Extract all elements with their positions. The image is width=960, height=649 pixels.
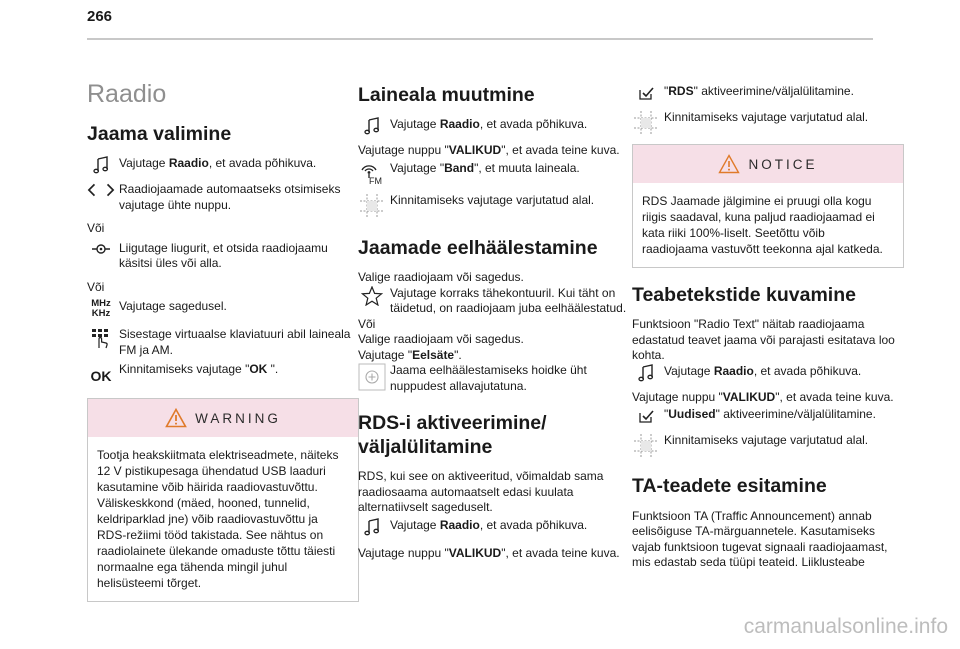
prev-next-arrows-icon — [87, 182, 115, 198]
step-band: FM Vajutage "Band", et muuta laineala. — [358, 161, 630, 185]
shaded-area-grid-icon — [632, 433, 660, 459]
warning-label: WARNING — [195, 410, 281, 426]
warning-header — [88, 399, 358, 437]
warning-body: Tootja heakskiitmata elektriseadmete, näiteks 12 V pistikupesaga ühendatud USB laaduri kasutamine võib häirida raadiovastuvõttu. Väliskeskkond (mäed, hooned, tunnelid, keldriparklad jne) võib raadiovastuvõttu ja RDS-režiimi tööd takistada. See nähtus on raadiolainete ülekande omaduste tõttu täiesti normaalne ega tähenda mingil juhul helisüsteemi tõrget. — [97, 448, 339, 591]
notice-label: NOTICE — [748, 156, 818, 172]
top-divider — [87, 38, 873, 40]
or-text: Või — [87, 279, 105, 294]
star-outline-icon — [358, 286, 386, 306]
column-3: "RDS" aktiveerimine/väljalülitamine. Kinnitamiseks vajutage varjutatud alal. NOTICE RDS Jaamade jälgimine ei pruugi olla kogu riigis saadaval, kuna paljud raadiojaamad ei kata riiki 100%-liselt. Seetõttu võib raadiojaama vastuvõtt teekonna ajal katkeda. Teabetekstide kuvamine Funktsioon "Radio Text" näitab raadiojaama edastatud teavet jaama või parajasti esitatava loo kohta. Vajutage Raadio, et avada põhikuva. Vajutage nuppu "VALIKUD", et avada teine kuva. "Uudised" aktiveerimine/väljalülitamine. Kinnitamiseks vajutage varjutatud alal. TA-teadete esitamine Funktsioon TA (Traffic Announcement) annab eelisõiguse TA-märguannetele. Kasutamiseks vajab funktsioon tugevat signaali raadiojaamast, mis edastab seda tüüpi teateid. Liiklusteabe — [632, 84, 904, 571]
heading-ta: TA-teadete esitamine — [632, 475, 827, 498]
step-open-radio: Vajutage Raadio, et avada põhikuva. — [632, 364, 904, 382]
step-keyboard: Sisestage virtuaalse klaviatuuri abil laineala FM ja AM. — [87, 327, 359, 358]
mhz-khz-icon: MHz KHz — [91, 298, 111, 320]
warning-triangle-icon — [165, 408, 187, 428]
heading-radio-text: Teabetekstide kuvamine — [632, 284, 856, 306]
shaded-area-grid-icon — [358, 193, 386, 219]
step-star: Vajutage korraks tähekontuuril. Kui täht on täidetud, on raadiojaam juba eelhäälestatud. — [358, 286, 630, 317]
step-auto-search: Raadiojaamade automaatseks otsimiseks vajutage ühte nuppu. — [87, 182, 359, 213]
step-hold: Jaama eelhäälestamiseks hoidke üht nuppudest allavajutatuna. — [358, 363, 630, 394]
step-rds-toggle: "RDS" aktiveerimine/väljalülitamine. — [632, 84, 904, 102]
heading-rds: RDS-i aktiveerimine/ väljalülitamine — [358, 412, 547, 458]
music-note-icon — [87, 156, 115, 174]
step-confirm-ok: OK Kinnitamiseks vajutage "OK ". — [87, 362, 359, 384]
step-confirm-shaded: Kinnitamiseks vajutage varjutatud alal. — [358, 193, 630, 219]
step-confirm-shaded: Kinnitamiseks vajutage varjutatud alal. — [632, 110, 904, 136]
notice-header — [633, 145, 903, 183]
step-uudised-toggle: "Uudised" aktiveerimine/väljalülitamine. — [632, 407, 904, 425]
watermark: carmanualsonline.info — [743, 615, 948, 638]
ta-body: Funktsioon TA (Traffic Announcement) annab eelisõiguse TA-märguannetele. Kasutamiseks vajab funktsioon tugevat signaali raadiojaamast, mis edastab seda tüüpi teateid. Liiklusteabe — [632, 508, 888, 570]
column-2: Laineala muutmine Vajutage Raadio, et avada põhikuva. Vajutage nuppu "VALIKUD", et avada teine kuva. FM Vajutage "Band", et muuta laineala. Kinnitamiseks vajutage varjutatud alal. Jaamade eelhäälestamine Valige raadiojaam või sagedus. Vajutage korraks tähekontuuril. Kui täht on täidetud, on raadiojaam juba eelhäälestatud. Või Valige raadiojaam või sagedus. Vajutage "Eelsäte". Jaama eelhäälestamiseks hoidke üht nuppudest allavajutatuna. RDS-i aktiveerimine/ väljalülitamine RDS, kui see on aktiveeritud, võimaldab sama raadiosaama automaatselt edasi kuulata alternatiivselt sageduselt. Vajutage Raadio, et avada põhikuva. Vajutage nuppu "VALIKUD", et avada teine kuva. — [358, 78, 630, 561]
page-number: 266 — [87, 8, 113, 25]
notice-box — [632, 144, 904, 268]
step-open-radio: Vajutage Raadio, et avada põhikuva. — [358, 518, 630, 536]
music-note-icon — [358, 518, 386, 536]
checkbox-icon — [632, 84, 660, 102]
heading-band-change: Laineala muutmine — [358, 84, 535, 106]
checkbox-icon — [632, 407, 660, 425]
step-open-radio: Vajutage Raadio, et avada põhikuva. — [87, 156, 359, 174]
ok-icon: OK — [90, 368, 112, 385]
notice-body: RDS Jaamade jälgimine ei pruugi olla kogu riigis saadaval, kuna paljud raadiojaamad ei kata riiki 100%-liselt. Seetõttu võib raadiojaama vastuvõtt teekonna ajal katkeda. — [642, 194, 883, 256]
step-open-radio: Vajutage Raadio, et avada põhikuva. — [358, 117, 630, 135]
warning-box — [87, 398, 359, 602]
notice-triangle-icon — [718, 154, 740, 174]
section-title: Raadio — [87, 80, 167, 108]
music-note-icon — [632, 364, 660, 382]
fm-radio-icon — [358, 161, 386, 185]
shaded-area-grid-icon — [632, 110, 660, 136]
column-1 — [87, 78, 359, 602]
or-text: Või — [87, 221, 105, 236]
music-note-icon — [358, 117, 386, 135]
keypad-touch-icon — [87, 327, 115, 349]
svg-text:FM: FM — [369, 175, 382, 185]
heading-presets: Jaamade eelhäälestamine — [358, 236, 598, 259]
step-confirm-shaded: Kinnitamiseks vajutage varjutatud alal. — [632, 433, 904, 459]
step-frequency: MHz KHz Vajutage sagedusel. — [87, 299, 359, 319]
add-preset-icon — [358, 363, 386, 391]
heading-station-selection: Jaama valimine — [87, 123, 232, 145]
step-slider: Liigutage liugurit, et otsida raadiojaamu käsitsi üles või alla. — [87, 241, 359, 272]
slider-crosshair-icon — [87, 241, 115, 257]
